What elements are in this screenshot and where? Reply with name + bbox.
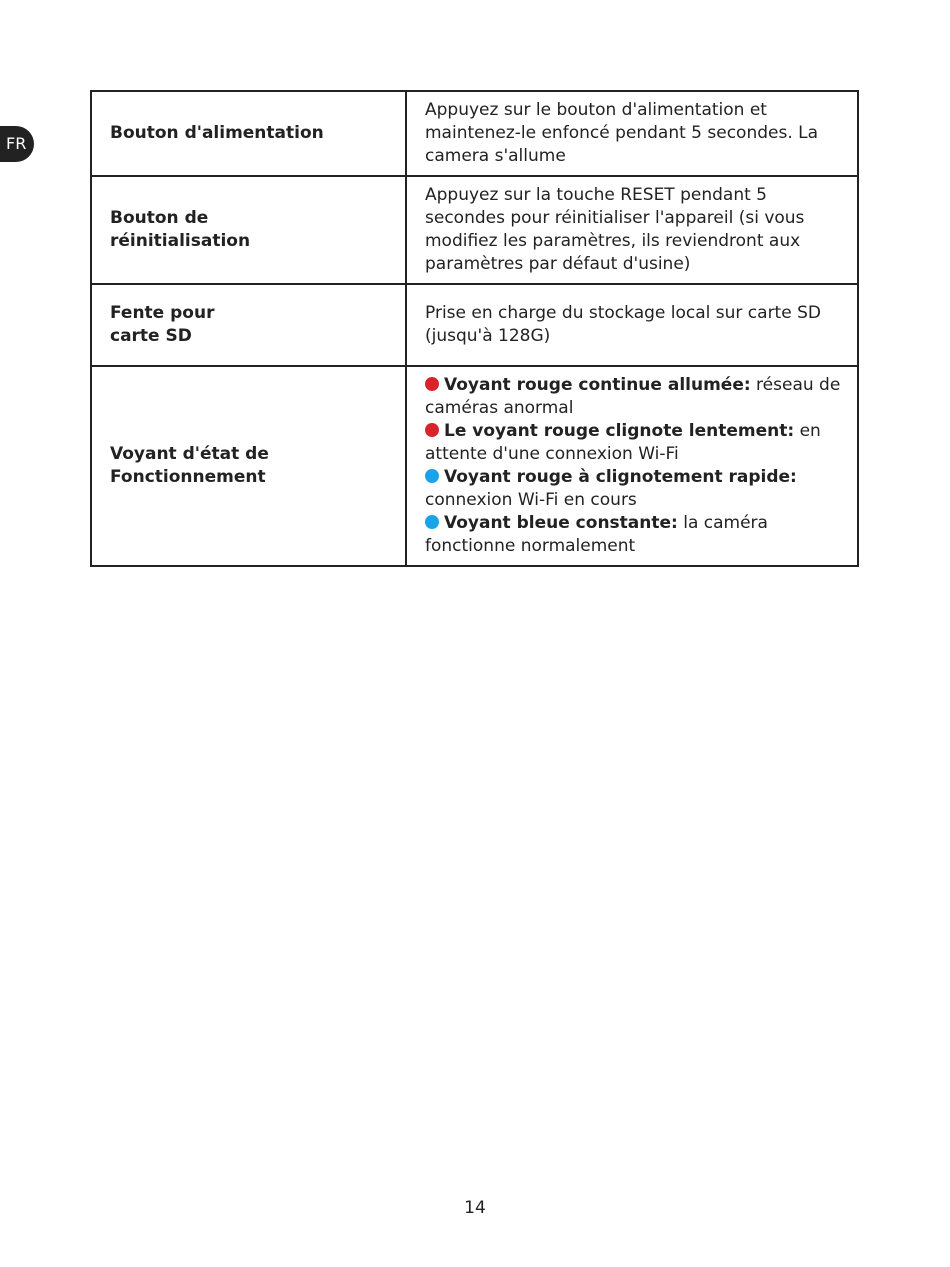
specification-table <box>90 90 859 567</box>
row-label-line2: carte SD <box>110 326 192 346</box>
row-label: Bouton d'alimentation <box>110 123 324 143</box>
row-label-line1: Voyant d'état de <box>110 444 269 464</box>
blue-dot-icon <box>425 469 439 483</box>
red-dot-icon <box>425 377 439 391</box>
indicator-text: la caméra fonctionne normalement <box>425 513 768 556</box>
indicator-item <box>425 374 847 420</box>
red-dot-icon <box>425 423 439 437</box>
row-label-line1: Bouton de <box>110 208 209 228</box>
status-light-description-cell <box>406 366 858 566</box>
indicator-text: réseau de caméras anormal <box>425 375 841 418</box>
row-label-line2: Fonctionnement <box>110 467 266 487</box>
indicator-title: Voyant rouge à clignotement rapide: <box>444 467 797 487</box>
sd-slot-label-cell <box>91 284 406 366</box>
table-row <box>91 284 858 366</box>
reset-button-description-cell <box>406 176 858 284</box>
power-button-description-cell <box>406 91 858 176</box>
page-number: 14 <box>464 1198 486 1218</box>
table-row <box>91 366 858 566</box>
indicator-title: Voyant rouge continue allumée: <box>444 375 751 395</box>
status-light-label-cell <box>91 366 406 566</box>
row-label-line2: réinitialisation <box>110 231 251 251</box>
row-description: Appuyez sur la touche RESET pendant 5 secondes pour réinitialiser l'appareil (si vous modifiez les paramètres, ils reviendront aux paramètres par défaut d'usine) <box>425 185 805 274</box>
indicator-item <box>425 466 847 512</box>
indicator-item <box>425 420 847 466</box>
indicator-text: en attente d'une connexion Wi-Fi <box>425 421 821 464</box>
blue-dot-icon <box>425 515 439 529</box>
row-description: Appuyez sur le bouton d'alimentation et maintenez-le enfoncé pendant 5 secondes. La camera s'allume <box>425 100 819 166</box>
language-tab-label: FR <box>6 134 27 153</box>
sd-slot-description-cell <box>406 284 858 366</box>
table-row <box>91 176 858 284</box>
table-row <box>91 91 858 176</box>
indicator-text: connexion Wi-Fi en cours <box>425 490 637 510</box>
power-button-label-cell <box>91 91 406 176</box>
row-description: Prise en charge du stockage local sur carte SD (jusqu'à 128G) <box>425 303 821 346</box>
indicator-title: Le voyant rouge clignote lentement: <box>444 421 795 441</box>
reset-button-label-cell <box>91 176 406 284</box>
indicator-item <box>425 512 847 558</box>
language-tab <box>0 126 34 162</box>
row-label-line1: Fente pour <box>110 303 215 323</box>
indicator-title: Voyant bleue constante: <box>444 513 678 533</box>
